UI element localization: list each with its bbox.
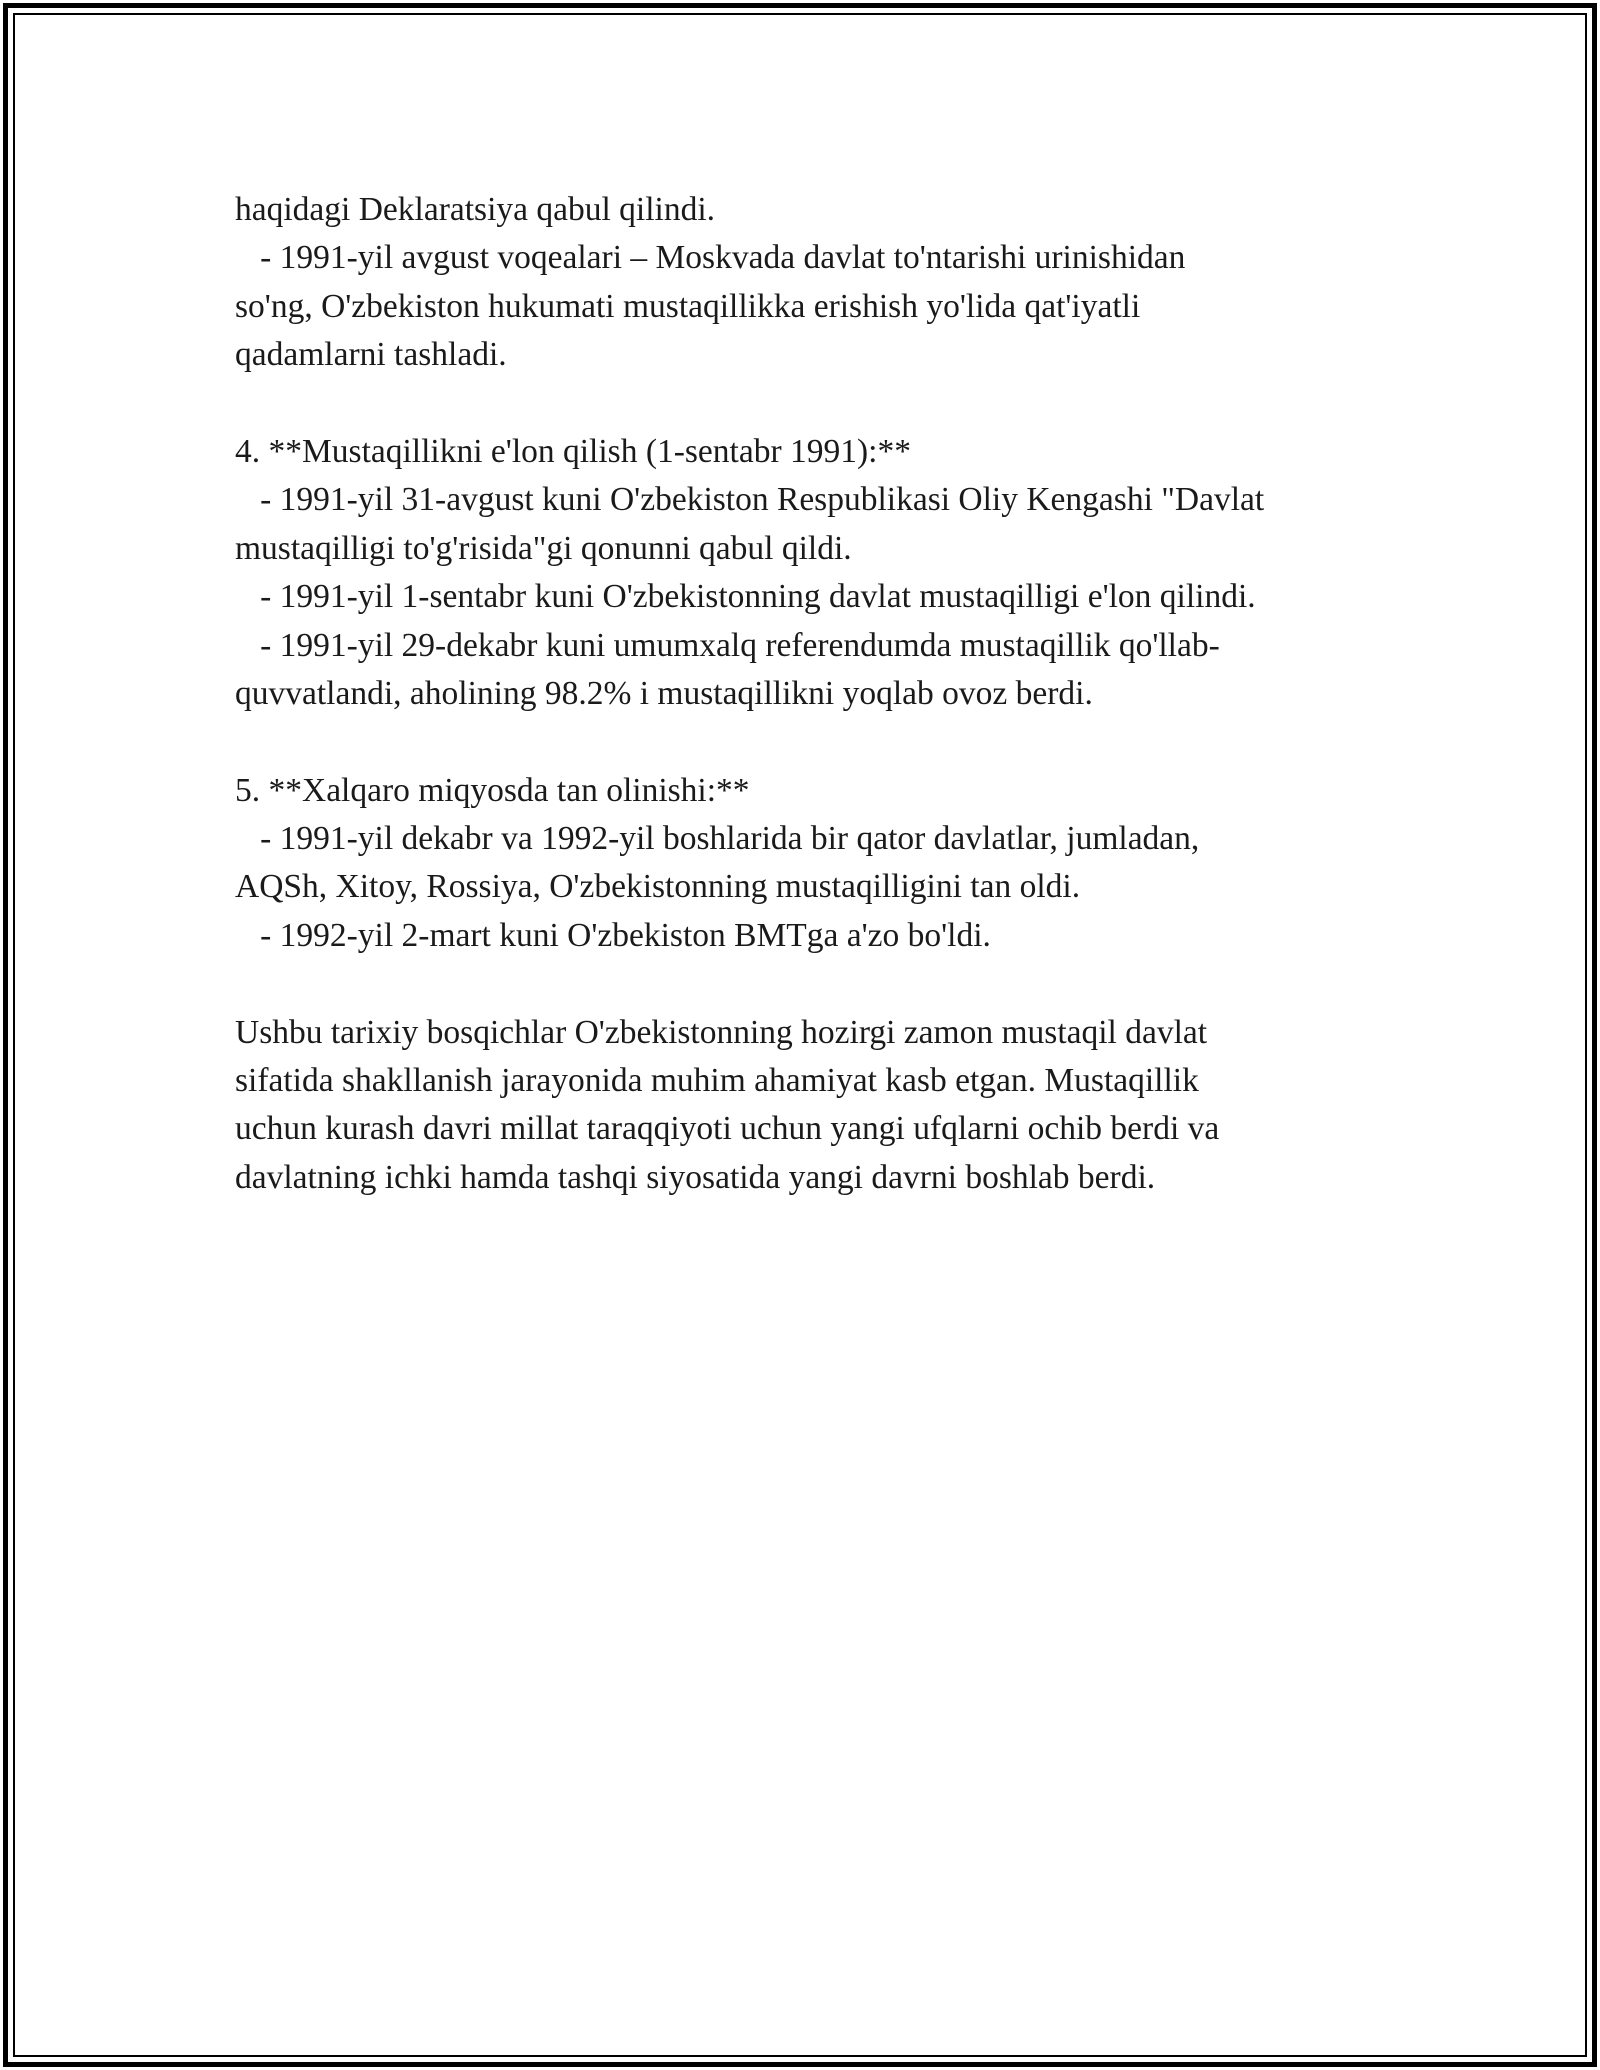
text-line: - 1991-yil 29-dekabr kuni umumxalq referendumda mustaqillik qo'llab- <box>235 626 1220 664</box>
document-body <box>235 186 1395 1202</box>
blank-line <box>235 718 1395 766</box>
text-line: - 1992-yil 2-mart kuni O'zbekiston BMTga a'zo bo'ldi. <box>235 916 991 954</box>
text-line: - 1991-yil dekabr va 1992-yil boshlarida bir qator davlatlar, jumladan, <box>235 820 1200 858</box>
text-line: qadamlarni tashladi. <box>235 336 507 374</box>
section-heading: 5. **Xalqaro miqyosda tan olinishi:** <box>235 771 750 809</box>
section-heading: 4. **Mustaqillikni e'lon qilish (1-sentabr 1991):** <box>235 432 911 470</box>
text-line: - 1991-yil 1-sentabr kuni O'zbekistonning davlat mustaqilligi e'lon qilindi. <box>235 578 1256 616</box>
blank-line <box>235 380 1395 428</box>
blank-line <box>235 960 1395 1008</box>
paragraph-declaration-continuation <box>235 186 1395 380</box>
text-line: uchun kurash davri millat taraqqiyoti uchun yangi ufqlarni ochib berdi va <box>235 1110 1220 1148</box>
text-line: - 1991-yil avgust voqealari – Moskvada davlat to'ntarishi urinishidan <box>235 239 1186 277</box>
text-line: sifatida shakllanish jarayonida muhim ahamiyat kasb etgan. Mustaqillik <box>235 1062 1199 1100</box>
text-line: mustaqilligi to'g'risida"gi qonunni qabul qildi. <box>235 529 852 567</box>
text-line: Ushbu tarixiy bosqichlar O'zbekistonning hozirgi zamon mustaqil davlat <box>235 1013 1208 1051</box>
text-line: so'ng, O'zbekiston hukumati mustaqillikka erishish yo'lida qat'iyatli <box>235 287 1141 325</box>
paragraph-conclusion <box>235 1009 1395 1203</box>
text-line: AQSh, Xitoy, Rossiya, O'zbekistonning mustaqilligini tan oldi. <box>235 868 1081 906</box>
text-line: - 1991-yil 31-avgust kuni O'zbekiston Respublikasi Oliy Kengashi "Davlat <box>235 481 1265 519</box>
section-international-recognition <box>235 767 1395 961</box>
section-independence-declaration <box>235 428 1395 718</box>
text-line: quvvatlandi, aholining 98.2% i mustaqillikni yoqlab ovoz berdi. <box>235 674 1093 712</box>
text-line: haqidagi Deklaratsiya qabul qilindi. <box>235 191 716 228</box>
text-line: davlatning ichki hamda tashqi siyosatida yangi davrni boshlab berdi. <box>235 1158 1156 1196</box>
